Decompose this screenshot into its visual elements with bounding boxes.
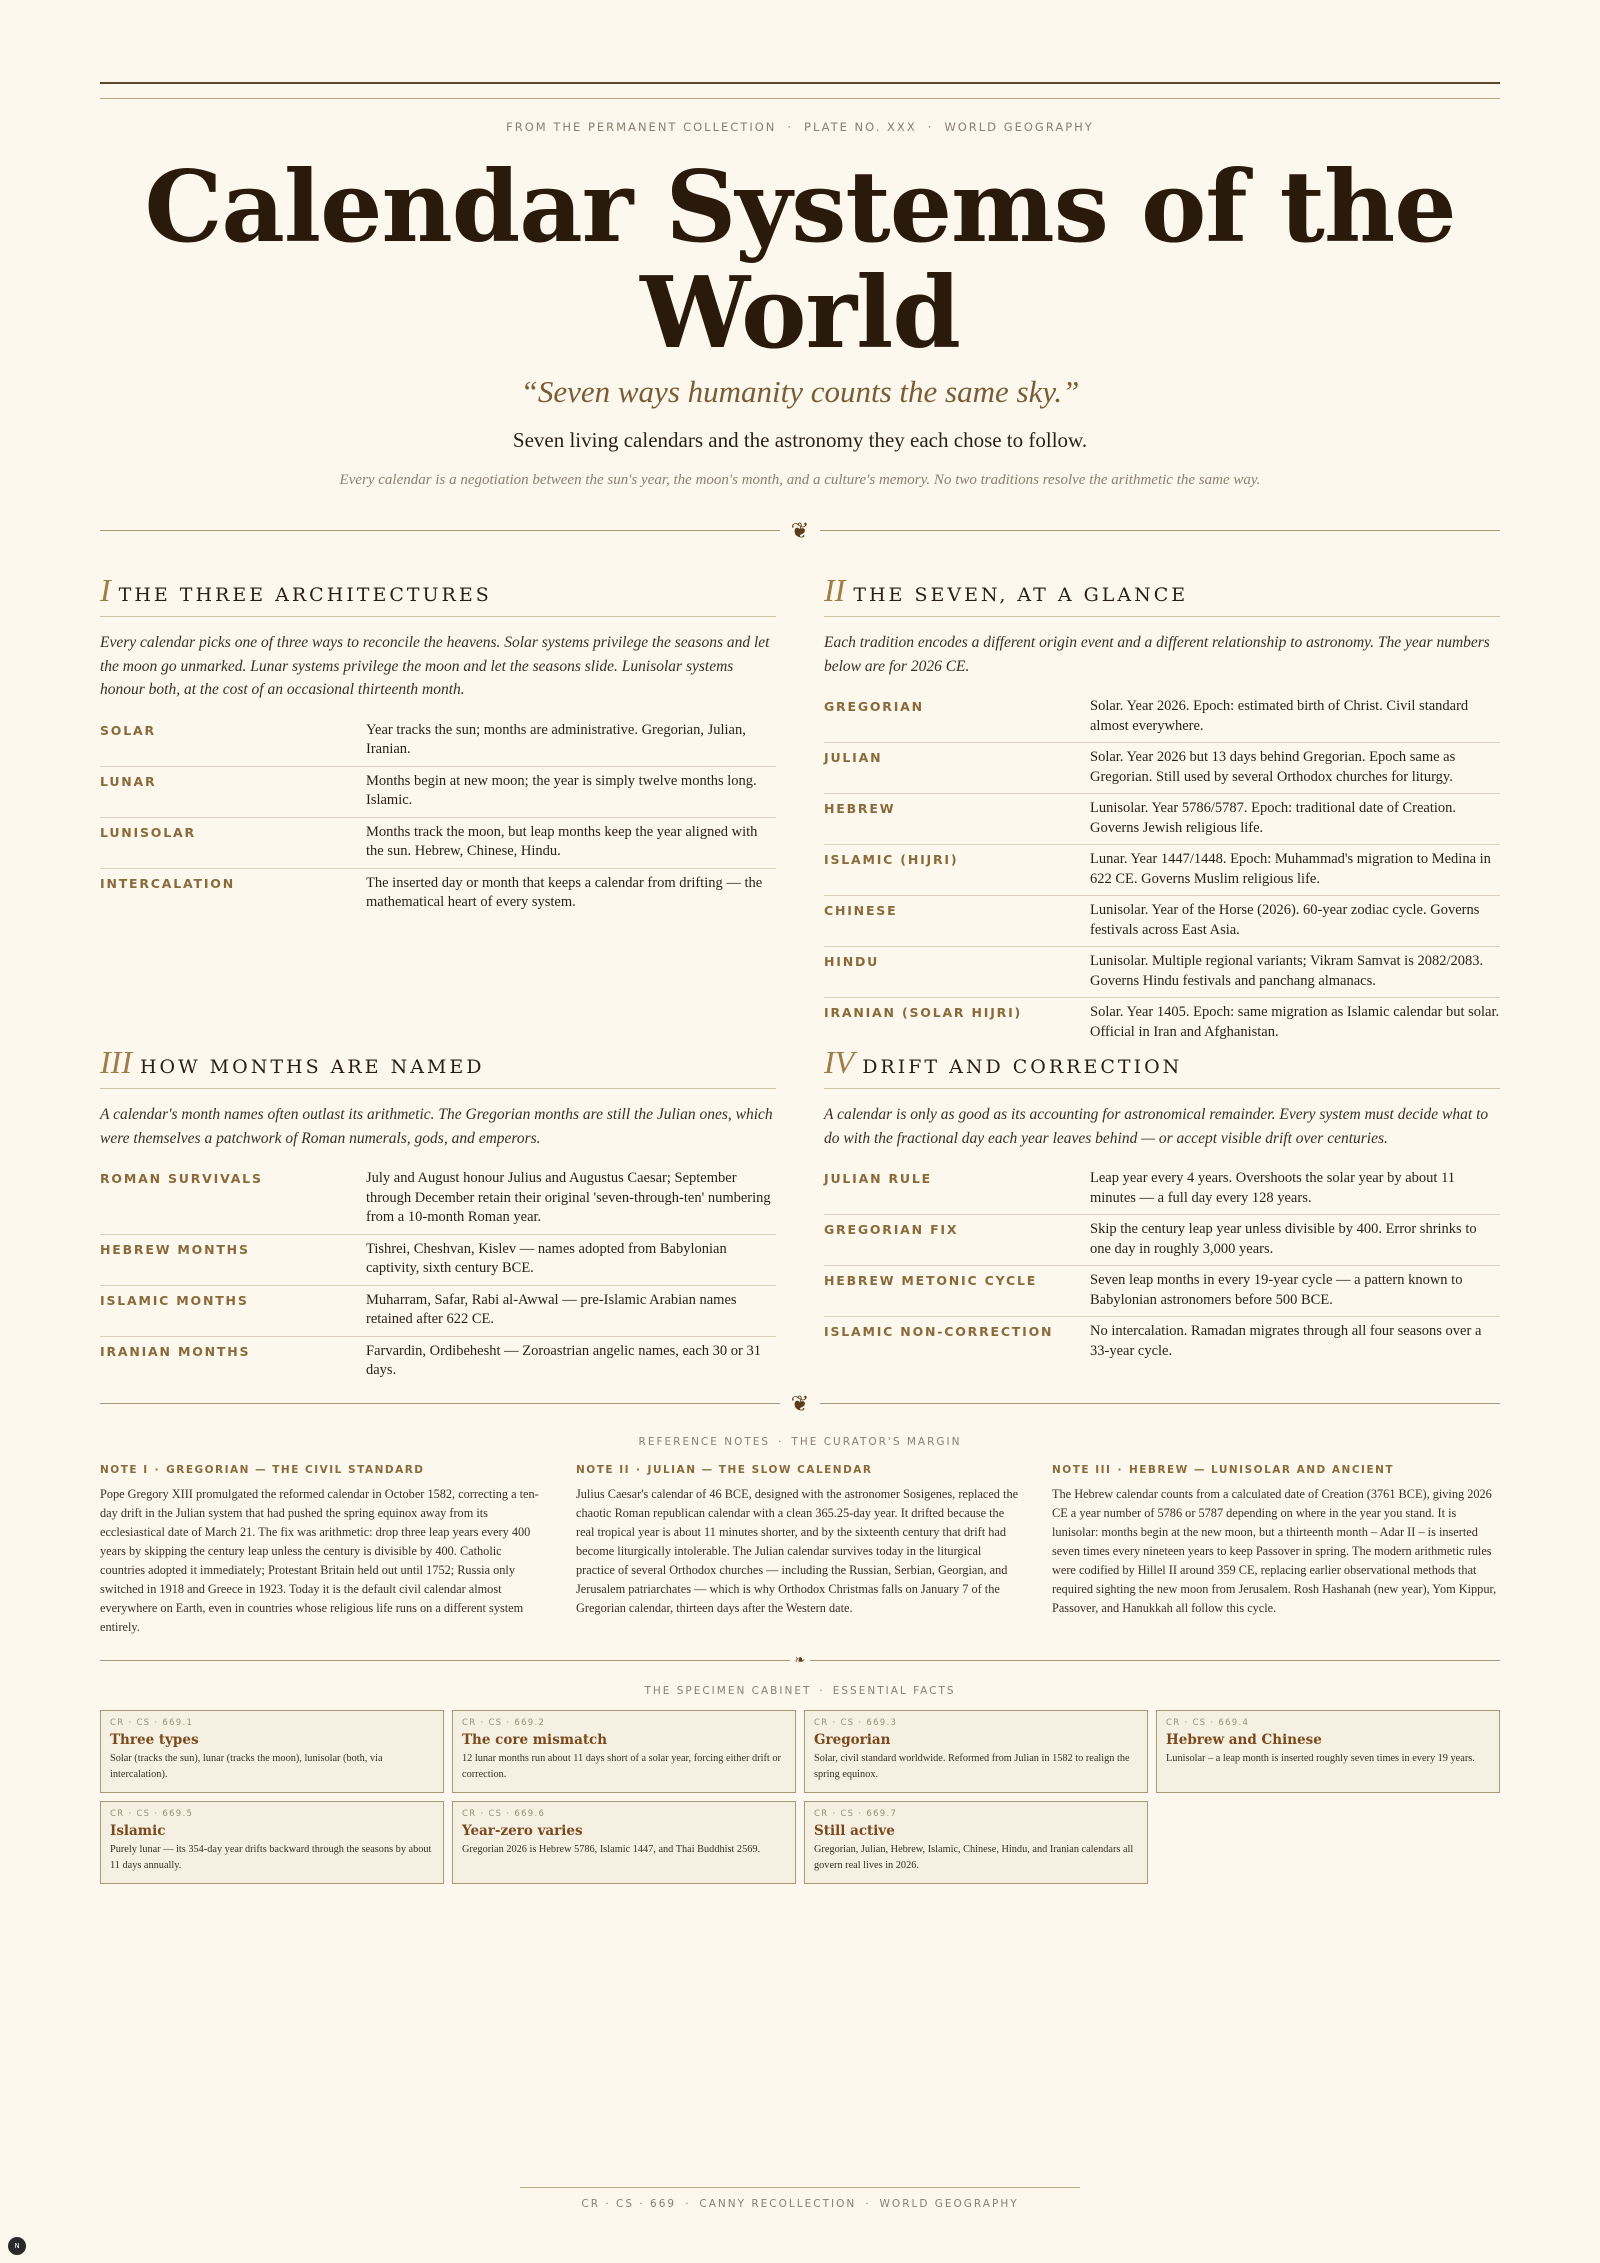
row-term: GREGORIAN [824,699,924,714]
reference-note [576,1464,1022,1618]
section-title: THE THREE ARCHITECTURES [118,584,492,606]
ornament-divider [100,519,1500,543]
fact-card [100,1710,444,1793]
corner-badge-icon[interactable]: N [8,2237,26,2255]
row-term: LUNAR [100,773,157,789]
card-title: Hebrew and Chinese [1166,1732,1322,1748]
row-definition: Lunar. Year 1447/1448. Epoch: Muhammad's migration to Medina in 622 CE. Governs Muslim religious life. [1090,851,1491,887]
row-definition: The inserted day or month that keeps a calendar from drifting — the mathematical heart of every system. [366,874,763,910]
section-drift-correction [824,1044,1500,1367]
row-definition: Year tracks the sun; months are administrative. Gregorian, Julian, Iranian. [366,721,746,757]
row-definition: Lunisolar. Year 5786/5787. Epoch: traditional date of Creation. Governs Jewish religious life. [1090,800,1457,836]
fact-card [1156,1710,1500,1793]
section-numeral: I [100,572,111,608]
fact-card [100,1801,444,1884]
fact-card [804,1801,1148,1884]
row-term: IRANIAN MONTHS [100,1343,251,1359]
note-title: NOTE III · HEBREW — LUNISOLAR AND ANCIENT [1052,1464,1395,1476]
definition-row [100,1337,776,1387]
row-term: HINDU [824,954,880,969]
section-header [824,1044,1500,1089]
definition-row [100,767,776,818]
section-intro: Each tradition encodes a different origin event and a different relationship to astronomy. The year numbers below are for 2026 CE. [824,634,1490,675]
card-body: Solar, civil standard worldwide. Reformed from Julian in 1582 to realign the spring equinox. [814,1753,1130,1780]
fleuron-icon: ❦ [790,518,810,543]
section-header [100,572,776,617]
definition-list [824,692,1500,1048]
card-code: CR · CS · 669.1 [110,1718,194,1728]
section-numeral: II [824,572,846,608]
definition-row [824,794,1500,845]
title-line-1: Calendar Systems of the [144,150,1456,265]
definition-row [100,818,776,869]
fleuron-small-icon: ❧ [794,1652,806,1667]
section-header [824,572,1500,617]
definition-row [824,692,1500,743]
kicker-category: WORLD GEOGRAPHY [944,120,1094,134]
section-seven-at-a-glance [824,572,1500,1048]
section-numeral: IV [824,1044,855,1080]
note-title: NOTE II · JULIAN — THE SLOW CALENDAR [576,1464,873,1476]
note-body: Pope Gregory XIII promulgated the reformed calendar in October 1582, correcting a ten-day drift in the Julian system that had pushed the spring equinox away from its ecclesiastical date of March 21. The fix was arithmetic: drop three leap years every 400 years by skipping the century leap unless the century is divisible by 400. Catholic countries adopted it immediately; Protestant Britain held out until 1752; Russia only switched in 1918 and Greece in 1923. Today it is the default civil calendar almost everywhere on Earth, even in countries whose religious life runs on a different system entirely. [100,1487,539,1634]
definition-list [100,716,776,919]
cabinet-heading: THE SPECIMEN CABINET · ESSENTIAL FACTS [644,1685,956,1697]
definition-row [824,1317,1500,1367]
row-term: ROMAN SURVIVALS [100,1171,263,1186]
card-code: CR · CS · 669.7 [814,1809,898,1819]
note-title: NOTE I · GREGORIAN — THE CIVIL STANDARD [100,1464,425,1476]
footer: CR · CS · 669 · CANNY RECOLLECTION · WORLD GEOGRAPHY [581,2198,1019,2210]
row-definition: No intercalation. Ramadan migrates through all four seasons over a 33-year cycle. [1090,1323,1482,1359]
section-header [100,1044,776,1089]
row-term: JULIAN RULE [824,1171,932,1186]
fact-card [452,1710,796,1793]
section-title: THE SEVEN, AT A GLANCE [853,584,1189,606]
row-definition: Lunisolar. Year of the Horse (2026). 60-year zodiac cycle. Governs festivals across East Asia. [1090,902,1480,938]
definition-row [824,947,1500,998]
definition-row [100,869,776,919]
footer-rule [520,2187,1080,2188]
definition-row [100,1235,776,1286]
section-three-architectures [100,572,776,919]
section-title: DRIFT AND CORRECTION [862,1056,1183,1078]
card-title: Year-zero varies [462,1823,583,1839]
card-body: 12 lunar months run about 11 days short of a solar year, forcing either drift or correction. [462,1753,781,1780]
row-term: LUNISOLAR [100,824,196,840]
row-definition: Lunisolar. Multiple regional variants; Vikram Samvat is 2082/2083. Governs Hindu festivals and panchang almanacs. [1090,953,1484,989]
section-intro: Every calendar picks one of three ways to reconcile the heavens. Solar systems privilege the seasons and let the moon go unmarked. Lunar systems privilege the moon and let the seasons slide. Lunisolar systems honour both, at the cost of an occasional thirteenth month. [100,634,770,698]
card-title: Still active [814,1823,895,1839]
card-code: CR · CS · 669.6 [462,1809,546,1819]
definition-row [824,1164,1500,1215]
definition-row [824,1266,1500,1317]
page-title [100,150,1500,371]
fleuron-icon: ❦ [790,1391,810,1416]
row-definition: Months track the moon, but leap months keep the year aligned with the sun. Hebrew, Chinese, Hindu. [366,823,758,859]
row-term: HEBREW METONIC CYCLE [824,1273,1038,1288]
card-code: CR · CS · 669.5 [110,1809,194,1819]
kicker: FROM THE PERMANENT COLLECTION · PLATE NO. XXX · WORLD GEOGRAPHY [506,120,1094,134]
epigraph: “Seven ways humanity counts the same sky.” [520,374,1080,409]
fact-card [452,1801,796,1884]
poster-page [100,0,1500,2263]
row-definition: Tishrei, Cheshvan, Kislev — names adopted from Babylonian captivity, sixth century BCE. [366,1240,727,1276]
reference-note [100,1464,546,1637]
card-code: CR · CS · 669.3 [814,1718,898,1728]
section-numeral: III [100,1044,132,1080]
row-definition: Seven leap months in every 19-year cycle — a pattern known to Babylonian astronomers before 500 BCE. [1090,1272,1463,1308]
card-body: Gregorian, Julian, Hebrew, Islamic, Chinese, Hindu, and Iranian calendars all govern real lives in 2026. [814,1844,1134,1871]
subtitle: Seven living calendars and the astronomy they each chose to follow. [512,428,1088,452]
row-definition: Farvardin, Ordibehesht — Zoroastrian angelic names, each 30 or 31 days. [366,1342,761,1378]
row-definition: Muharram, Safar, Rabi al-Awwal — pre-Islamic Arabian names retained after 622 CE. [366,1291,737,1327]
fact-card [804,1710,1148,1793]
row-definition: Solar. Year 2026 but 13 days behind Gregorian. Epoch same as Gregorian. Still used by several Orthodox churches for liturgy. [1090,749,1456,785]
row-definition: Solar. Year 1405. Epoch: same migration as Islamic calendar but solar. Official in Iran and Afghanistan. [1090,1004,1500,1040]
section-title: HOW MONTHS ARE NAMED [139,1056,485,1078]
card-body: Lunisolar – a leap month is inserted roughly seven times in every 19 years. [1166,1753,1475,1764]
top-rule-thin [100,98,1500,99]
title-line-2: World [640,256,960,371]
definition-list [100,1164,776,1387]
row-term: ISLAMIC (HIJRI) [824,852,959,867]
row-definition: Leap year every 4 years. Overshoots the solar year by about 11 minutes — a full day every 128 years. [1090,1170,1456,1206]
row-term: JULIAN [824,750,883,765]
definition-row [824,1215,1500,1266]
row-term: GREGORIAN FIX [824,1222,959,1237]
row-term: HEBREW MONTHS [100,1241,250,1257]
card-body: Purely lunar — its 354-day year drifts backward through the seasons by about 11 days annually. [110,1844,432,1871]
definition-row [824,845,1500,896]
row-term: IRANIAN (SOLAR HIJRI) [824,1005,1023,1020]
kicker-collection: FROM THE PERMANENT COLLECTION [506,120,777,134]
definition-list [824,1164,1500,1367]
row-definition: Months begin at new moon; the year is simply twelve months long. Islamic. [366,772,757,808]
row-definition: July and August honour Julius and Augustus Caesar; September through December retain their original 'seven-through-ten' numbering from a 10-month Roman year. [366,1170,771,1225]
row-definition: Skip the century leap year unless divisible by 400. Error shrinks to one day in roughly 3,000 years. [1090,1221,1477,1257]
card-body: Solar (tracks the sun), lunar (tracks the moon), lunisolar (both, via intercalation). [110,1753,383,1780]
definition-row [100,716,776,767]
definition-row [100,1164,776,1235]
row-term: HEBREW [824,801,896,816]
card-title: Gregorian [814,1732,891,1748]
card-title: Three types [110,1732,199,1748]
section-intro: A calendar is only as good as its accounting for astronomical remainder. Every system must decide what to do with the fractional day each year leaves behind — or accept visible drift over centuries. [824,1106,1489,1147]
ornament-divider [100,1392,1500,1416]
row-term: SOLAR [100,722,156,738]
reference-note [1052,1464,1498,1618]
definition-row [824,896,1500,947]
kicker-plate: PLATE NO. XXX [804,120,917,134]
row-term: INTERCALATION [100,875,235,891]
row-term: CHINESE [824,903,898,918]
card-title: The core mismatch [462,1732,608,1748]
section-intro: A calendar's month names often outlast its arithmetic. The Gregorian months are still the Julian ones, which were themselves a patchwork of Roman numerals, gods, and emperors. [100,1106,773,1147]
definition-row [824,998,1500,1048]
row-definition: Solar. Year 2026. Epoch: estimated birth of Christ. Civil standard almost everywhere. [1090,698,1469,734]
section-month-names [100,1044,776,1387]
notes-heading: REFERENCE NOTES · THE CURATOR'S MARGIN [638,1436,962,1448]
definition-row [824,743,1500,794]
note-body: The Hebrew calendar counts from a calculated date of Creation (3761 BCE), giving 2026 CE a year number of 5786 or 5787 depending on where in the year you stand. It is lunisolar: months begin at the new moon, but a thirteenth month – Adar II – is inserted seven times every nineteen years to keep Passover in spring. The modern arithmetic rules were codified by Hillel II around 359 CE, replacing earlier observational methods that required sighting the new moon from Jerusalem. Rosh Hashanah (new year), Yom Kippur, Passover, and Hanukkah all follow this cycle. [1052,1487,1497,1615]
small-divider [100,1652,1500,1668]
note-body: Julius Caesar's calendar of 46 BCE, designed with the astronomer Sosigenes, replaced the chaotic Roman republican calendar with a clean 365.25-day year. It drifted because the real tropical year is about 11 minutes shorter, and by the sixteenth century that drift had become liturgically intolerable. The Julian calendar survives today in the liturgical practice of several Orthodox churches — including the Russian, Serbian, Georgian, and Jerusalem patriarchates — which is why Orthodox Christmas falls on January 7 of the Gregorian calendar, thirteen days after the Western date. [576,1487,1019,1615]
definition-row [100,1286,776,1337]
card-code: CR · CS · 669.2 [462,1718,546,1728]
row-term: ISLAMIC MONTHS [100,1292,249,1308]
deck: Every calendar is a negotiation between the sun's year, the moon's month, and a culture's memory. No two traditions resolve the arithmetic the same way. [339,472,1261,488]
card-body: Gregorian 2026 is Hebrew 5786, Islamic 1447, and Thai Buddhist 2569. [462,1844,761,1855]
top-rule [100,82,1500,84]
card-code: CR · CS · 669.4 [1166,1718,1250,1728]
row-term: ISLAMIC NON-CORRECTION [824,1324,1054,1339]
card-title: Islamic [110,1823,166,1839]
